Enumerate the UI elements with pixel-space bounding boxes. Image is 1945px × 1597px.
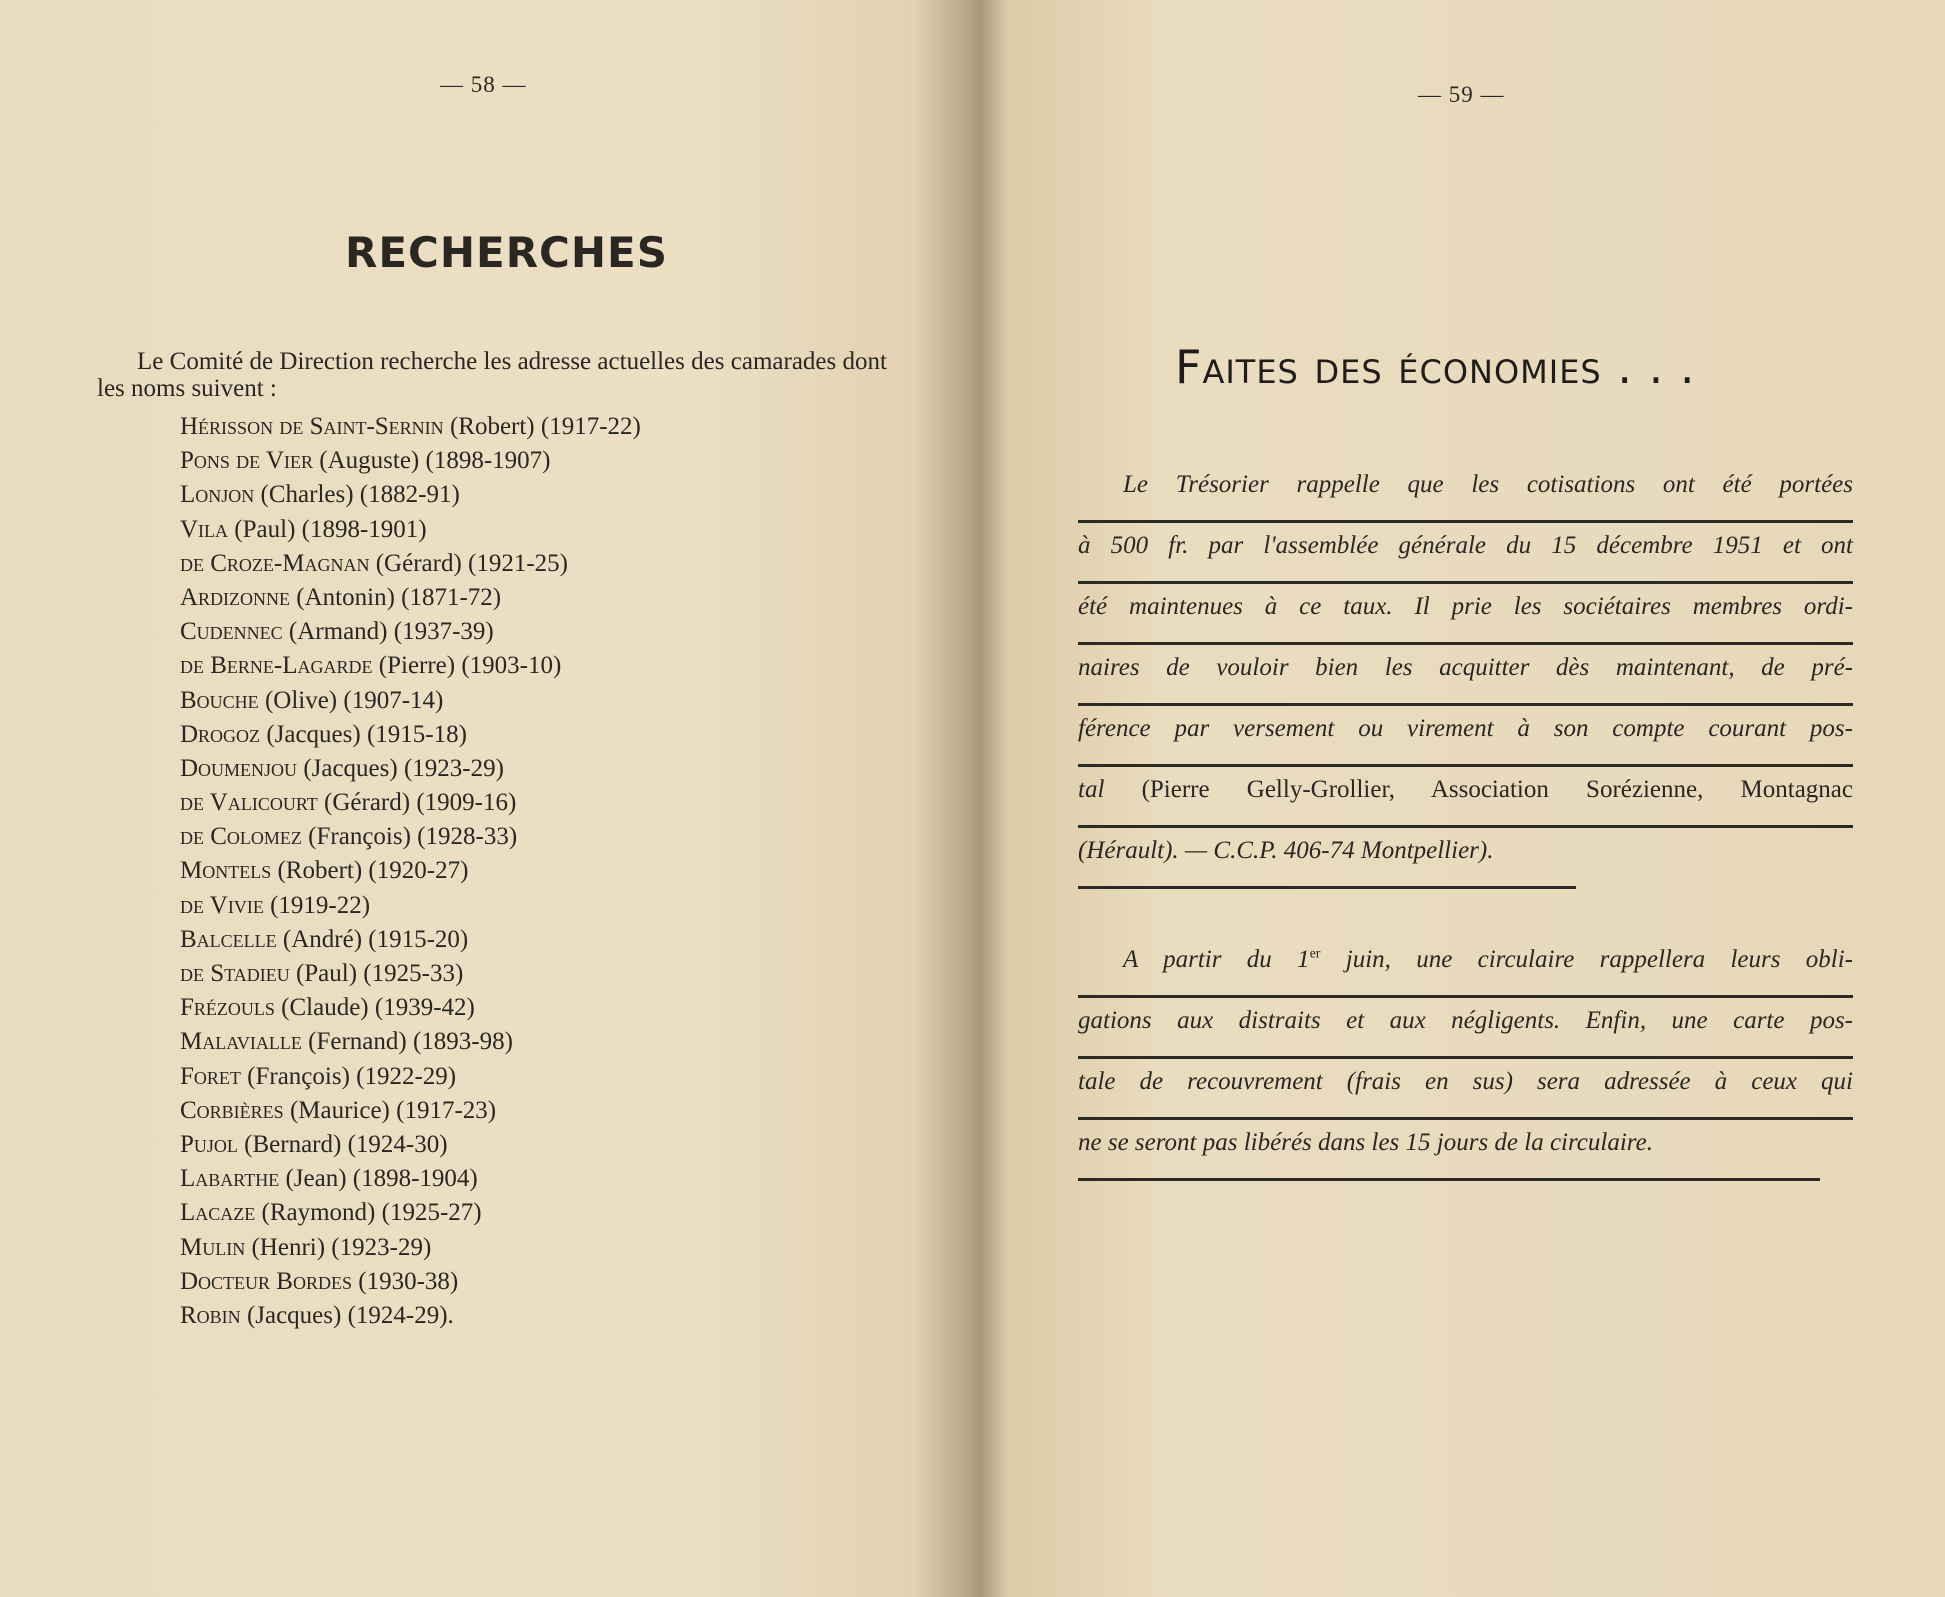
text-line: à 500 fr. par l'assemblée générale du 15 décembre 1951 et ont	[1078, 523, 1853, 584]
reminder-paragraph	[1078, 937, 1853, 1181]
text-line: naires de vouloir bien les acquitter dès maintenant, de pré-	[1078, 645, 1853, 706]
intro-paragraph: Le Comité de Direction recherche les adresse actuelles des camarades dont les noms suivent :	[97, 348, 887, 402]
list-item: de Croze-Magnan (Gérard) (1921-25)	[180, 549, 568, 577]
list-item: de Stadieu (Paul) (1925-33)	[180, 960, 464, 987]
names-list	[180, 410, 641, 1333]
list-item: de Valicourt (Gérard) (1909-16)	[180, 789, 517, 817]
text-line: été maintenues à ce taux. Il prie les sociétaires membres ordi-	[1078, 584, 1853, 645]
list-item: Balcelle (André) (1915-20)	[180, 925, 469, 953]
page-title: Faites des économies . . .	[1175, 340, 1696, 394]
text-line: tale de recouvrement (frais en sus) sera adressée à ceux qui	[1078, 1059, 1853, 1120]
list-item: Frézouls (Claude) (1939-42)	[180, 994, 475, 1022]
list-item: Bouche (Olive) (1907-14)	[180, 686, 444, 714]
list-item: Foret (François) (1922-29)	[180, 1062, 457, 1090]
list-item: Robin (Jacques) (1924-29).	[180, 1301, 454, 1329]
text-line: férence par versement ou virement à son compte courant pos-	[1078, 706, 1853, 767]
text-line: Le Trésorier rappelle que les cotisations ont été portées	[1078, 462, 1853, 523]
list-item: Lonjon (Charles) (1882-91)	[180, 481, 460, 509]
list-item: Vila (Paul) (1898-1901)	[180, 515, 427, 543]
text-line: A partir du 1er juin, une circulaire rappellera leurs obli-	[1078, 937, 1853, 998]
text-line: gations aux distraits et aux négligents. Enfin, une carte pos-	[1078, 998, 1853, 1059]
list-item: Lacaze (Raymond) (1925-27)	[180, 1199, 482, 1227]
page-number: — 59 —	[1418, 82, 1505, 107]
list-item: de Vivie (1919-22)	[180, 891, 371, 919]
list-item: Ardizonne (Antonin) (1871-72)	[180, 583, 502, 611]
text-line: tal (Pierre Gelly-Grollier, Association Sorézienne, Montagnac	[1078, 767, 1853, 828]
notice-paragraph	[1078, 462, 1853, 889]
list-item: Hérisson de Saint-Sernin (Robert) (1917-22)	[180, 413, 641, 440]
text-line: (Hérault). — C.C.P. 406-74 Montpellier).	[1078, 828, 1576, 889]
list-item: Cudennec (Armand) (1937-39)	[180, 618, 494, 646]
list-item: Labarthe (Jean) (1898-1904)	[180, 1165, 478, 1193]
list-item: Pons de Vier (Auguste) (1898-1907)	[180, 447, 551, 475]
page-number: — 58 —	[440, 72, 527, 97]
list-item: Montels (Robert) (1920-27)	[180, 857, 469, 885]
list-item: Corbières (Maurice) (1917-23)	[180, 1096, 497, 1124]
list-item: Mulin (Henri) (1923-29)	[180, 1233, 432, 1261]
list-item: de Colomez (François) (1928-33)	[180, 823, 518, 851]
page-title: RECHERCHES	[345, 228, 668, 277]
text-line: ne se seront pas libérés dans les 15 jours de la circulaire.	[1078, 1120, 1820, 1181]
list-item: Doumenjou (Jacques) (1923-29)	[180, 754, 504, 782]
right-page	[990, 0, 1945, 1597]
list-item: Docteur Bordes (1930-38)	[180, 1267, 459, 1295]
list-item: de Berne-Lagarde (Pierre) (1903-10)	[180, 652, 562, 680]
list-item: Pujol (Bernard) (1924-30)	[180, 1130, 448, 1158]
list-item: Drogoz (Jacques) (1915-18)	[180, 720, 467, 748]
list-item: Malavialle (Fernand) (1893-98)	[180, 1028, 513, 1056]
